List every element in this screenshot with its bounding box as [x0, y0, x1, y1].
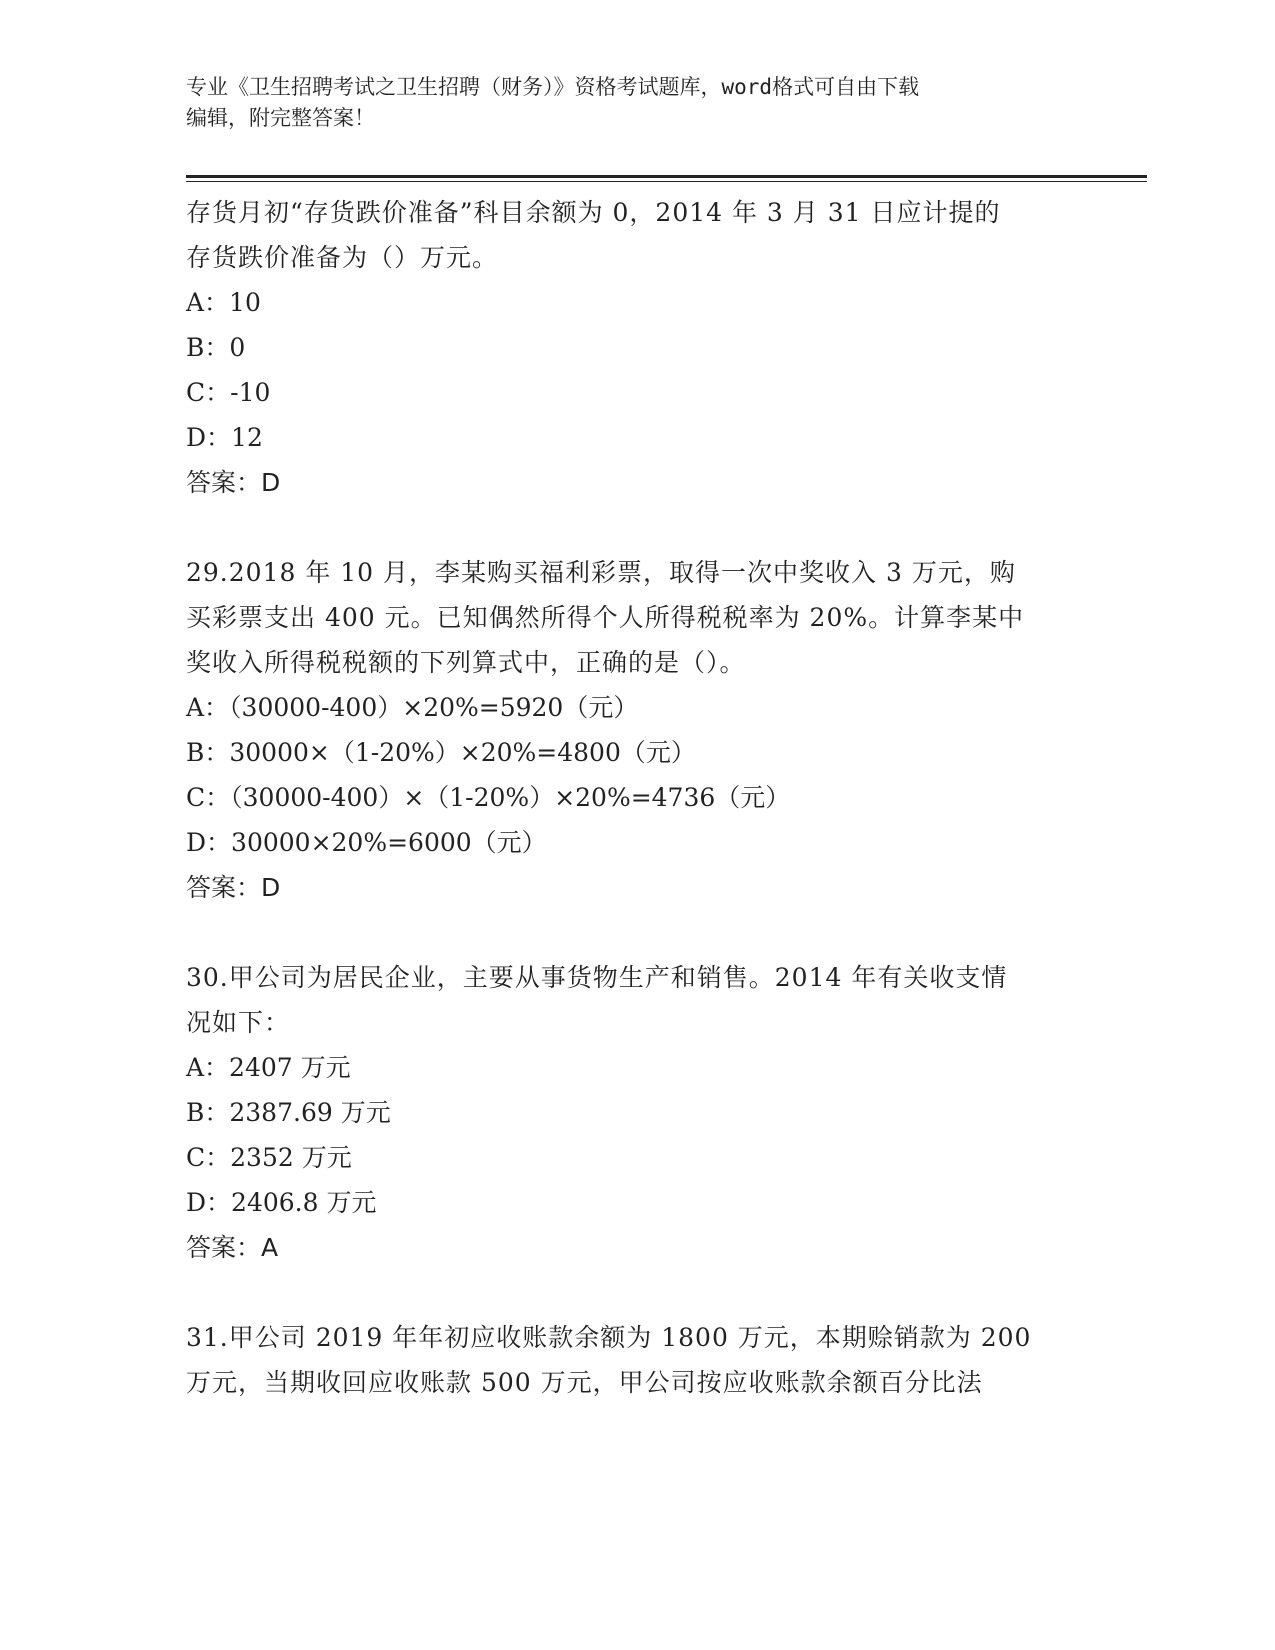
option-c: C：2352 万元: [186, 1143, 352, 1172]
question-text-line: 况如下：: [186, 1008, 291, 1037]
spacer: [186, 1270, 1086, 1315]
option-a: A：10: [186, 288, 261, 317]
header-divider-thick: [186, 175, 1147, 178]
option-a: A：（30000-400）×20%=5920（元）: [186, 693, 639, 722]
option-d: D：30000×20%=6000（元）: [186, 828, 547, 857]
question-31: [186, 1315, 1086, 1405]
question-29: [186, 550, 1086, 910]
question-text-line: 存货跌价准备为（）万元。: [186, 243, 499, 272]
option-d: D：12: [186, 423, 263, 452]
header-line-1: 专业《卫生招聘考试之卫生招聘（财务）》资格考试题库，word格式可自由下载: [186, 75, 920, 99]
option-b: B：0: [186, 333, 246, 362]
option-b: B：2387.69 万元: [186, 1098, 391, 1127]
header-divider-thin: [186, 181, 1147, 182]
question-28: [186, 190, 1086, 505]
question-30: [186, 955, 1086, 1270]
question-text-line: 29.2018 年 10 月，李某购买福利彩票，取得一次中奖收入 3 万元，购: [186, 558, 1016, 587]
question-text-line: 31.甲公司 2019 年年初应收账款余额为 1800 万元，本期赊销款为 200: [186, 1323, 1032, 1352]
option-c: C：-10: [186, 378, 271, 407]
question-list: [186, 190, 1086, 1405]
option-c: C：（30000-400）×（1-20%）×20%=4736（元）: [186, 783, 791, 812]
header-line-2: 编辑，附完整答案！: [186, 106, 375, 130]
answer-label: 答案：A: [186, 1233, 279, 1262]
question-text-line: 存货月初“存货跌价准备”科目余额为 0，2014 年 3 月 31 日应计提的: [186, 198, 1001, 227]
document-header: [186, 72, 1086, 134]
answer-label: 答案：D: [186, 873, 281, 902]
answer-label: 答案：D: [186, 468, 281, 497]
question-text-line: 买彩票支出 400 元。已知偶然所得个人所得税税率为 20%。计算李某中: [186, 603, 1025, 632]
question-text-line: 万元，当期收回应收账款 500 万元，甲公司按应收账款余额百分比法: [186, 1368, 983, 1397]
option-d: D：2406.8 万元: [186, 1188, 377, 1217]
option-b: B：30000×（1-20%）×20%=4800（元）: [186, 738, 696, 767]
option-a: A：2407 万元: [186, 1053, 351, 1082]
question-text-line: 30.甲公司为居民企业，主要从事货物生产和销售。2014 年有关收支情: [186, 963, 1008, 992]
spacer: [186, 505, 1086, 550]
spacer: [186, 910, 1086, 955]
question-text-line: 奖收入所得税税额的下列算式中，正确的是（）。: [186, 648, 746, 677]
